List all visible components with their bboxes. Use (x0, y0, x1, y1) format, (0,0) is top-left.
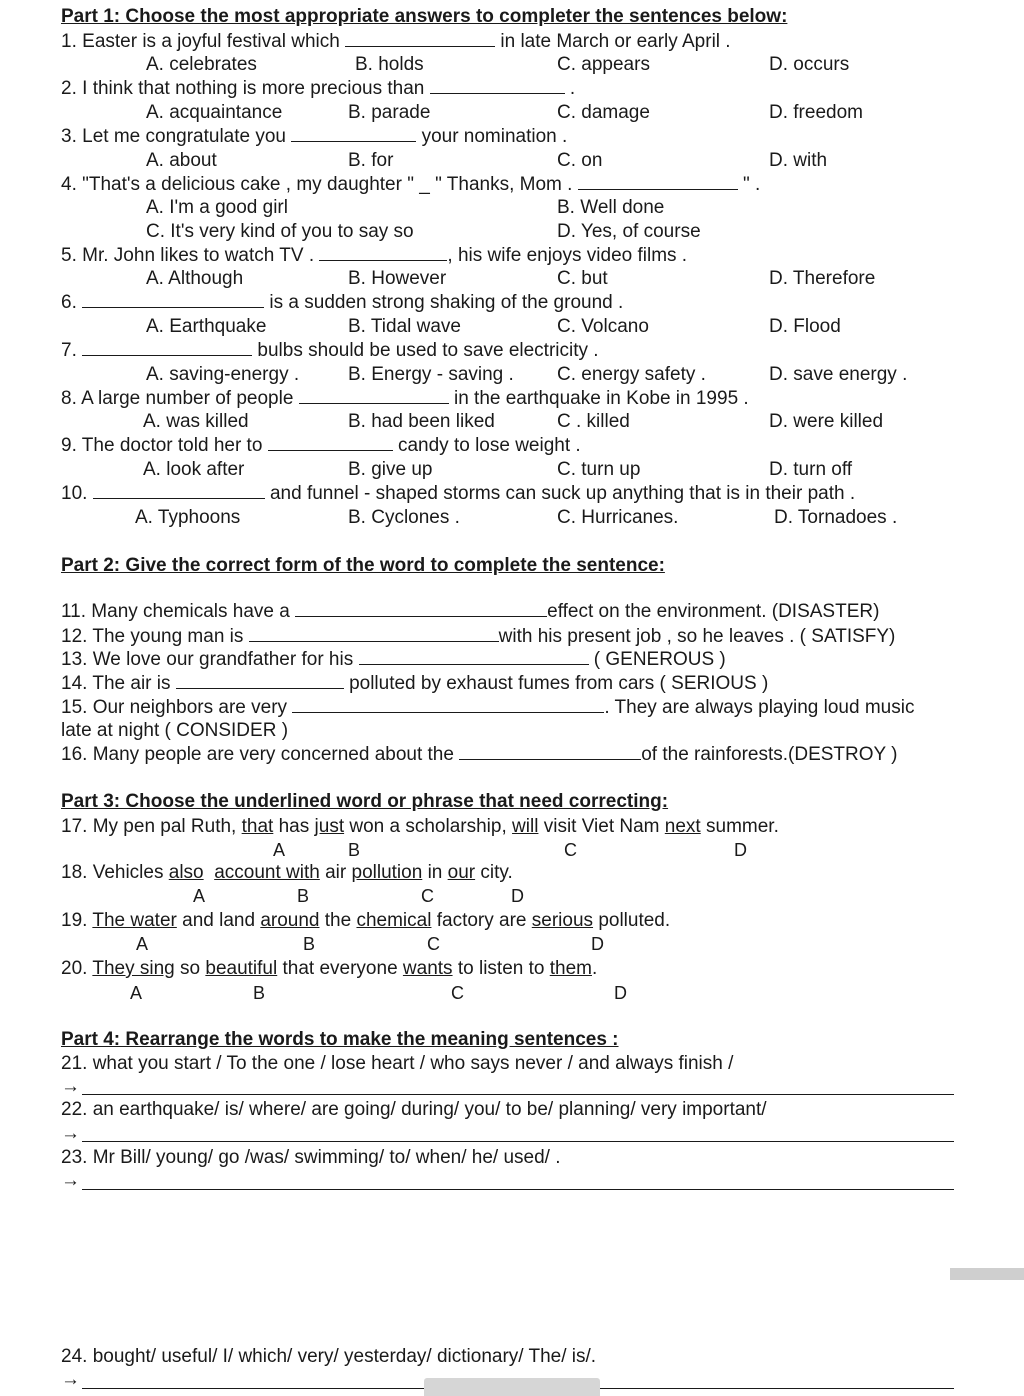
label-d: D (511, 886, 524, 906)
label-c: C (427, 934, 440, 954)
question-13 (61, 649, 726, 671)
q-number: 8. (61, 388, 77, 409)
answer-blank[interactable] (82, 340, 252, 356)
q-text: "That's a delicious cake , my daughter " _ " Thanks, Mom . (82, 174, 573, 195)
option-d[interactable]: D. Tornadoes . (774, 507, 898, 528)
question-15 (61, 697, 914, 719)
q-text: polluted by exhaust fumes from cars ( SERIOUS ) (349, 673, 769, 694)
question-1 (61, 31, 731, 53)
q-text: in late March or early April . (500, 31, 731, 52)
option-a[interactable]: A. was killed (143, 411, 249, 432)
question-12 (61, 626, 895, 648)
label-b: B (297, 886, 310, 906)
answer-line-21[interactable] (82, 1094, 954, 1095)
part4-heading: Part 4: Rearrange the words to make the meaning sentences : (61, 1029, 619, 1050)
label-c: C (451, 983, 464, 1003)
q-text: with his present job , so he leaves . ( SATISFY) (498, 626, 896, 647)
answer-blank[interactable] (430, 78, 565, 94)
question-11 (61, 601, 879, 623)
q-number: 13. (61, 649, 88, 670)
q-text: and funnel - shaped storms can suck up anything that is in their path . (269, 483, 856, 504)
q-text: Our neighbors are very (92, 697, 288, 718)
q-text: Mr. John likes to watch TV . (82, 245, 315, 266)
q-number: 5. (61, 245, 77, 266)
q-number: 11. (61, 601, 87, 622)
option-d[interactable]: D. Yes, of course (557, 221, 701, 242)
underlined-option-d[interactable]: them (549, 958, 592, 979)
q-number: 19. (61, 910, 88, 931)
option-a[interactable]: A. Earthquake (146, 316, 267, 337)
scan-mark (950, 1268, 1024, 1280)
option-d[interactable]: D. freedom (769, 102, 863, 123)
option-d[interactable]: D. were killed (769, 411, 884, 432)
q-text: A large number of people (81, 388, 294, 409)
question-16 (61, 744, 897, 766)
underlined-option-c[interactable]: chemical (356, 910, 432, 931)
q-text: the (324, 910, 352, 931)
option-b[interactable]: B. give up (348, 459, 433, 480)
underlined-option-b[interactable]: beautiful (205, 958, 278, 979)
q-text: of the rainforests.(DESTROY ) (641, 744, 898, 765)
answer-blank[interactable] (459, 744, 641, 760)
option-a[interactable]: A. celebrates (146, 54, 257, 75)
question-15-continued: late at night ( CONSIDER ) (61, 720, 289, 741)
q-text: that everyone (282, 958, 398, 979)
answer-blank[interactable] (299, 388, 449, 404)
q-text: . (591, 958, 598, 979)
question-3 (61, 126, 567, 148)
arrow-icon: → (61, 1123, 80, 1144)
q-text: , his wife enjoys video films . (447, 245, 688, 266)
q-number: 17. (61, 816, 88, 837)
label-a: A (273, 840, 286, 860)
option-b[interactable]: B. for (348, 150, 394, 171)
q-text: . (569, 78, 576, 99)
underlined-option-a[interactable]: also (168, 862, 204, 883)
underlined-option-d[interactable]: serious (531, 910, 594, 931)
q-text: visit Viet Nam (543, 816, 660, 837)
q-text: We love our grandfather for his (92, 649, 354, 670)
option-b[interactable]: B. parade (348, 102, 431, 123)
answer-blank[interactable] (291, 126, 416, 142)
option-a[interactable]: A. saving-energy . (146, 364, 300, 385)
option-b[interactable]: B. Energy - saving . (348, 364, 514, 385)
underlined-option-c[interactable]: wants (402, 958, 453, 979)
q-number: 2. (61, 78, 77, 99)
q-text: in (427, 862, 443, 883)
option-b[interactable]: B. Well done (557, 197, 665, 218)
question-6 (61, 292, 623, 314)
option-c[interactable]: C. energy safety . (557, 364, 706, 385)
option-a[interactable]: A. look after (143, 459, 245, 480)
option-d[interactable]: D. turn off (769, 459, 853, 480)
answer-blank[interactable] (292, 697, 604, 713)
option-b[interactable]: B. holds (355, 54, 424, 75)
answer-blank[interactable] (82, 292, 264, 308)
question-24: 24. bought/ useful/ I/ which/ very/ yesterday/ dictionary/ The/ is/. (61, 1346, 597, 1367)
q-number: 6. (61, 292, 77, 313)
option-c[interactable]: C . killed (557, 411, 630, 432)
underlined-option-a[interactable]: that (241, 816, 274, 837)
option-b[interactable]: B. had been liked (348, 411, 495, 432)
option-d[interactable]: D. occurs (769, 54, 850, 75)
arrow-icon: → (61, 1076, 80, 1097)
q-text: Many people are very concerned about the (92, 744, 454, 765)
part2-heading: Part 2: Give the correct form of the word to complete the sentence: (61, 555, 665, 576)
option-b[interactable]: B. Cyclones . (348, 507, 460, 528)
answer-blank[interactable] (249, 626, 499, 642)
label-c: C (421, 886, 434, 906)
option-a[interactable]: A. I'm a good girl (146, 197, 288, 218)
q-number: 15. (61, 697, 88, 718)
underlined-option-a[interactable]: The water (92, 910, 177, 931)
q-text: My pen pal Ruth, (92, 816, 237, 837)
question-20 (61, 958, 597, 980)
underlined-option-d[interactable]: our (447, 862, 476, 883)
label-b: B (348, 840, 361, 860)
option-c[interactable]: C. Hurricanes. (557, 507, 679, 528)
q-number: 3. (61, 126, 77, 147)
label-d: D (591, 934, 604, 954)
option-c[interactable]: C. on (557, 150, 603, 171)
option-d[interactable]: D. save energy . (769, 364, 908, 385)
q-number: 12. (61, 626, 88, 647)
q-text: Vehicles (92, 862, 164, 883)
q-number: 18. (61, 862, 88, 883)
option-c[interactable]: C. but (557, 268, 608, 289)
q-text: bulbs should be used to save electricity . (257, 340, 599, 361)
q-number: 14. (61, 673, 88, 694)
underlined-option-b[interactable]: around (260, 910, 320, 931)
question-23: 23. Mr Bill/ young/ go /was/ swimming/ to/ when/ he/ used/ . (61, 1147, 561, 1168)
q-text: Many chemicals have a (91, 601, 290, 622)
label-b: B (303, 934, 316, 954)
answer-blank[interactable] (578, 174, 738, 190)
q-number: 1. (61, 31, 77, 52)
q-text: The doctor told her to (81, 435, 263, 456)
q-text: air (325, 862, 347, 883)
q-text: has (278, 816, 310, 837)
answer-blank[interactable] (345, 31, 495, 47)
question-10 (61, 483, 855, 505)
answer-blank[interactable] (93, 483, 265, 499)
q-text: your nomination . (421, 126, 568, 147)
option-d[interactable]: D. Therefore (769, 268, 876, 289)
question-9 (61, 435, 581, 457)
q-text: so (180, 958, 201, 979)
q-text: is a sudden strong shaking of the ground . (269, 292, 624, 313)
q-text: Let me congratulate you (82, 126, 286, 147)
q-text: The young man is (92, 626, 244, 647)
q-text: summer. (706, 816, 779, 837)
question-2 (61, 78, 575, 100)
option-a[interactable]: A. Although (146, 268, 244, 289)
part3-heading: Part 3: Choose the underlined word or phrase that need correcting: (61, 791, 669, 812)
underlined-option-c[interactable]: pollution (351, 862, 423, 883)
option-c[interactable]: C. damage (557, 102, 650, 123)
question-5 (61, 245, 687, 267)
question-8 (61, 388, 749, 410)
question-17 (61, 816, 779, 838)
q-text: . They are always playing loud music (604, 697, 915, 718)
option-c[interactable]: C. It's very kind of you to say so (146, 221, 414, 242)
q-number: 7. (61, 340, 77, 361)
q-number: 9. (61, 435, 77, 456)
q-text: Easter is a joyful festival which (82, 31, 340, 52)
answer-blank[interactable] (359, 649, 589, 665)
option-a[interactable]: A. acquaintance (146, 102, 283, 123)
option-a[interactable]: A. about (146, 150, 217, 171)
watermark-tab (424, 1378, 600, 1396)
answer-line-22[interactable] (82, 1141, 954, 1142)
underlined-option-d[interactable]: next (664, 816, 701, 837)
underlined-option-c[interactable]: will (512, 816, 539, 837)
option-c[interactable]: C. turn up (557, 459, 641, 480)
arrow-icon: → (61, 1170, 80, 1191)
question-18 (61, 862, 513, 884)
question-21: 21. what you start / To the one / lose heart / who says never / and always finish / (61, 1053, 734, 1074)
q-number: 4. (61, 174, 77, 195)
label-a: A (136, 934, 149, 954)
q-text: polluted. (598, 910, 671, 931)
q-text: I think that nothing is more precious than (82, 78, 425, 99)
q-number: 10. (61, 483, 88, 504)
q-text: won a scholarship, (349, 816, 507, 837)
label-d: D (734, 840, 747, 860)
question-7 (61, 340, 599, 362)
answer-blank[interactable] (319, 245, 447, 261)
answer-blank[interactable] (176, 673, 344, 689)
label-a: A (193, 886, 206, 906)
option-b[interactable]: B. However (348, 268, 447, 289)
underlined-option-b[interactable]: just (314, 816, 345, 837)
option-c[interactable]: C. Volcano (557, 316, 649, 337)
underlined-option-a[interactable]: They sing (92, 958, 175, 979)
label-d: D (614, 983, 627, 1003)
question-4 (61, 174, 760, 196)
answer-blank[interactable] (295, 601, 547, 617)
question-19 (61, 910, 670, 932)
q-text: to listen to (457, 958, 545, 979)
answer-blank[interactable] (268, 435, 393, 451)
q-text: ( GENEROUS ) (593, 649, 726, 670)
question-14 (61, 673, 768, 695)
q-text: and land (182, 910, 256, 931)
label-b: B (253, 983, 266, 1003)
q-text: in the earthquake in Kobe in 1995 . (453, 388, 749, 409)
label-c: C (564, 840, 577, 860)
question-22: 22. an earthquake/ is/ where/ are going/ during/ you/ to be/ planning/ very important/ (61, 1099, 767, 1120)
q-number: 20. (61, 958, 88, 979)
label-a: A (130, 983, 143, 1003)
answer-line-23[interactable] (82, 1189, 954, 1190)
part1-heading: Part 1: Choose the most appropriate answers to completer the sentences below: (61, 6, 788, 27)
option-c[interactable]: C. appears (557, 54, 650, 75)
q-number: 16. (61, 744, 88, 765)
option-d[interactable]: D. with (769, 150, 828, 171)
q-text: candy to lose weight . (397, 435, 581, 456)
option-d[interactable]: D. Flood (769, 316, 841, 337)
q-text: " . (742, 174, 761, 195)
underlined-option-b[interactable]: account with (214, 862, 320, 883)
arrow-icon: → (61, 1369, 80, 1390)
q-text: city. (480, 862, 513, 883)
q-text: factory are (436, 910, 527, 931)
q-text: effect on the environment. (DISASTER) (547, 601, 880, 622)
q-text: The air is (92, 673, 171, 694)
option-b[interactable]: B. Tidal wave (348, 316, 461, 337)
option-a[interactable]: A. Typhoons (135, 507, 241, 528)
